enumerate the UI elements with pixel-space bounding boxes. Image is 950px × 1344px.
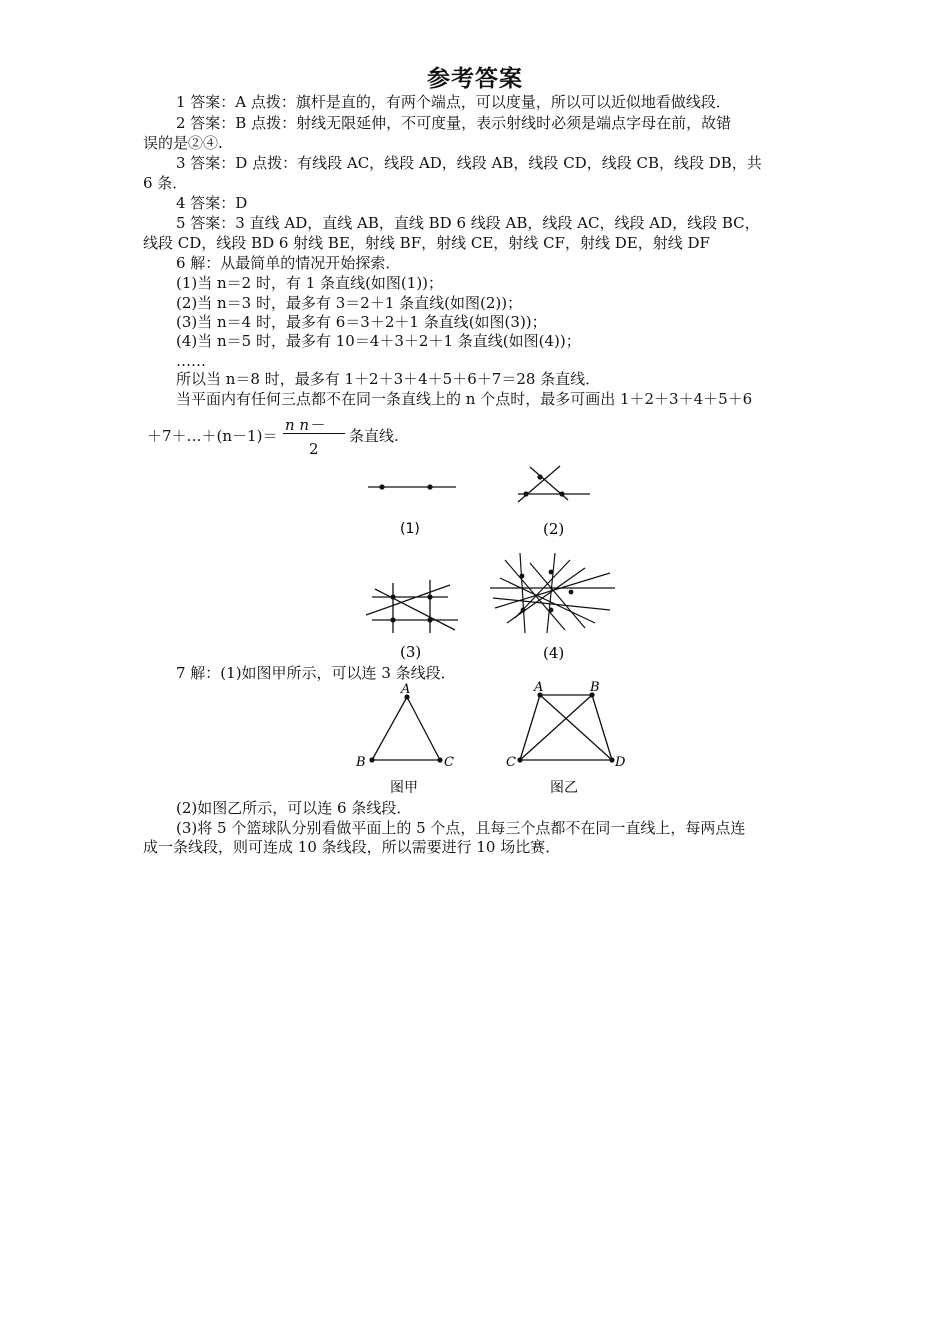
label-A2: A (534, 680, 544, 695)
ellipsis: …… (176, 352, 206, 370)
figure-4 (485, 548, 625, 668)
figure-3 (360, 575, 470, 670)
label-B2: B (590, 680, 600, 695)
answer-2-cont: 误的是②④. (143, 134, 223, 152)
figure-3-caption: (3) (400, 643, 422, 661)
label-A: A (401, 682, 411, 697)
fraction-bar (283, 433, 345, 434)
figure-yi (500, 678, 635, 800)
figure-jia-caption: 图甲 (390, 780, 418, 796)
answer-5: 5 答案：3 直线 AD，直线 AB，直线 BD 6 线段 AB，线段 AC，线段 AD，线段 BC， (176, 214, 760, 232)
label-B: B (356, 755, 366, 770)
figure-4-caption: (4) (543, 644, 565, 662)
answer-3-cont: 6 条． (143, 174, 188, 192)
case-2: (2)当 n＝3 时，最多有 3＝2＋1 条直线(如图(2))； (176, 294, 523, 312)
answer-2: 2 答案：B 点拨：射线无限延伸，不可度量，表示射线时必须是端点字母在前，故错 (176, 114, 732, 132)
answer-5-cont: 线段 CD，线段 BD 6 射线 BE，射线 BF，射线 CE，射线 CF，射线 DE，射线 DF (143, 234, 710, 252)
figure-2-caption: (2) (543, 520, 565, 538)
figure-1-caption: (1) (400, 521, 420, 537)
answer-7-3: (3)将 5 个篮球队分别看做平面上的 5 个点，且每三个点都不在同一直线上，每两点连 (176, 819, 746, 837)
answer-6: 6 解：从最简单的情况开始探索． (176, 254, 401, 272)
case-3: (3)当 n＝4 时，最多有 6＝3＋2＋1 条直线(如图(3))； (176, 313, 547, 331)
label-C: C (444, 755, 454, 770)
label-C2: C (506, 755, 516, 770)
general-case: 当平面内有任何三点都不在同一条直线上的 n 个点时，最多可画出 1＋2＋3＋4＋5＋6 (176, 390, 753, 408)
formula-right: 条直线. (349, 427, 399, 445)
answer-3: 3 答案：D 点拨：有线段 AC，线段 AD，线段 AB，线段 CD，线段 CB，线段 DB，共 (176, 154, 762, 172)
label-D2: D (615, 755, 626, 770)
page-title: 参考答案 (427, 66, 523, 92)
conclusion: 所以当 n＝8 时，最多有 1＋2＋3＋4＋5＋6＋7＝28 条直线． (176, 370, 601, 388)
formula-left: ＋7＋…＋(n－1)＝ (147, 427, 278, 445)
answer-1: 1 答案：A 点拨：旗杆是直的，有两个端点，可以度量，所以可以近似地看做线段． (176, 93, 731, 111)
answer-7-2: (2)如图乙所示，可以连 6 条线段． (176, 799, 412, 817)
figure-1 (360, 470, 470, 540)
figure-yi-caption: 图乙 (550, 780, 578, 796)
case-4: (4)当 n＝5 时，最多有 10＝4＋3＋2＋1 条直线(如图(4))； (176, 332, 581, 350)
figure-2 (510, 462, 610, 542)
answer-7: 7 解：(1)如图甲所示，可以连 3 条线段． (176, 664, 456, 682)
figure-jia (352, 680, 462, 800)
fraction-numerator: n n－ (285, 416, 325, 434)
fraction-denominator: 2 (309, 440, 319, 458)
answer-4: 4 答案：D (176, 194, 248, 212)
answer-7-3-cont: 成一条线段，则可连成 10 条线段，所以需要进行 10 场比赛． (143, 838, 561, 856)
case-1: (1)当 n＝2 时，有 1 条直线(如图(1))； (176, 274, 444, 292)
